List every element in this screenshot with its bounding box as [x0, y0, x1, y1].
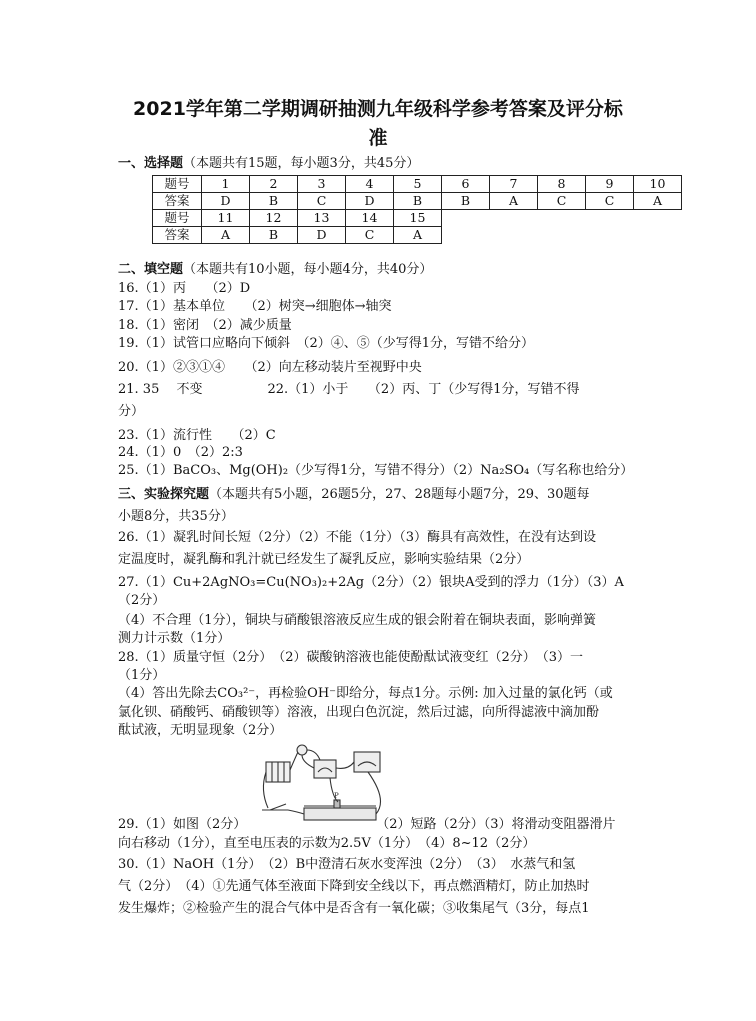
answer-line: 发生爆炸；②检验产生的混合气体中是否含有一氧化碳；③收集尾气（3分，每点1 — [118, 901, 590, 916]
table-blank — [442, 227, 682, 244]
table-cell: C — [538, 193, 586, 210]
answer-line: 酞试液，无明显现象（2分） — [118, 723, 283, 738]
answer-line: （4）答出先除去CO₃²⁻，再检验OH⁻即给分，每点1分。示例: 加入过量的氯化钙（或 — [118, 686, 613, 701]
answer-line: 30.（1）NaOH（1分） （2）B中澄清石灰水变浑浊（2分） （3） 水蒸气和氢 — [118, 857, 576, 872]
table-cell: A — [394, 227, 442, 244]
answer-line: （1分） — [118, 668, 166, 683]
table-row-numbers-1 — [153, 176, 682, 193]
table-cell: 15 — [394, 210, 442, 227]
table-cell: 12 — [250, 210, 298, 227]
table-cell: 10 — [634, 176, 682, 193]
figure-label-p: P — [334, 792, 339, 800]
table-cell: 13 — [298, 210, 346, 227]
page-title-line2: 准 — [368, 127, 388, 149]
row-label-number: 题号 — [153, 176, 202, 193]
answer-line: 16.（1）丙 （2）D — [118, 281, 251, 296]
answer-line: 29.（1）如图（2分） （2）短路（2分）（3）将滑动变阻器滑片 — [118, 817, 616, 832]
table-cell: 7 — [490, 176, 538, 193]
row-label-number: 题号 — [153, 210, 202, 227]
section-1-note: （本题共有15题，每小题3分，共45分） — [183, 156, 420, 171]
page-title-line1: 2021学年第二学期调研抽测九年级科学参考答案及评分标 — [133, 98, 623, 120]
answer-line: 小题8分，共35分） — [118, 509, 234, 524]
table-cell: A — [634, 193, 682, 210]
table-cell: A — [490, 193, 538, 210]
section-2-note: （本题共有10小题，每小题4分，共40分） — [183, 262, 433, 277]
table-cell: 11 — [202, 210, 250, 227]
row-label-answer: 答案 — [153, 227, 202, 244]
table-cell: C — [346, 227, 394, 244]
answer-line: 19.（1）试管口应略向下倾斜 （2）④、⑤（少写得1分，写错不给分） — [118, 336, 534, 351]
section-2-header — [118, 262, 432, 278]
answer-line: （2分） — [118, 593, 166, 608]
table-cell: 3 — [298, 176, 346, 193]
table-cell: B — [442, 193, 490, 210]
row-label-answer: 答案 — [153, 193, 202, 210]
answer-line: 23.（1）流行性 （2）C — [118, 428, 276, 443]
section-1-heading: 一、选择题 — [118, 156, 184, 171]
answer-line: 20.（1）②③①④ （2）向左移动装片至视野中央 — [118, 360, 422, 375]
answer-line: （4）不合理（1分），铜块与硝酸银溶液反应生成的银会附着在铜块表面，影响弹簧 — [118, 613, 597, 628]
table-cell: 2 — [250, 176, 298, 193]
answer-line: 定温度时，凝乳酶和乳汁就已经发生了凝乳反应，影响实验结果（2分） — [118, 552, 530, 567]
table-cell: B — [394, 193, 442, 210]
table-cell: 14 — [346, 210, 394, 227]
section-3-note: （本题共有5小题，26题5分，27、28题每小题7分，29、30题每 — [209, 487, 590, 502]
table-cell: 5 — [394, 176, 442, 193]
answer-line: 28.（1）质量守恒（2分） （2）碳酸钠溶液也能使酚酞试液变红（2分） （3）一 — [118, 650, 584, 665]
answer-line: 气（2分） （4）①先通气体至液面下降到安全线以下，再点燃酒精灯，防止加热时 — [118, 879, 590, 894]
answer-line: 氯化钡、硝酸钙、硝酸钡等）溶液，出现白色沉淀，然后过滤，向所得滤液中滴加酚 — [118, 705, 600, 720]
answer-line: 分） — [118, 404, 145, 419]
table-cell: D — [298, 227, 346, 244]
answer-line: 24.（1）0 （2）2:3 — [118, 445, 243, 460]
table-blank — [442, 210, 682, 227]
table-cell: 1 — [202, 176, 250, 193]
table-cell: C — [298, 193, 346, 210]
section-3-heading: 三、实验探究题 — [118, 487, 210, 502]
table-cell: D — [202, 193, 250, 210]
table-cell: 8 — [538, 176, 586, 193]
table-cell: A — [202, 227, 250, 244]
table-cell: 9 — [586, 176, 634, 193]
answer-line: 18.（1）密闭 （2）减少质量 — [118, 318, 292, 333]
table-cell: D — [346, 193, 394, 210]
table-cell: B — [250, 227, 298, 244]
answer-table — [152, 175, 682, 244]
answer-line: 向右移动（1分），直至电压表的示数为2.5V（1分） （4）8~12（2分） — [118, 836, 536, 851]
table-cell: C — [586, 193, 634, 210]
answer-line: 21. 35 不变 22.（1）小于 （2）丙、丁（少写得1分，写错不得 — [118, 382, 580, 397]
table-row-answers-2 — [153, 227, 682, 244]
table-cell: B — [250, 193, 298, 210]
answer-line: 26.（1）凝乳时间长短（2分）（2）不能（1分）（3）酶具有高效性，在没有达到设 — [118, 530, 597, 545]
section-1-header — [118, 156, 419, 172]
section-3-header — [118, 487, 590, 503]
answer-line: 25.（1）BaCO₃、Mg(OH)₂（少写得1分，写错不得分）（2）Na₂SO₄（写名称也给分） — [118, 463, 634, 478]
table-row-numbers-2 — [153, 210, 682, 227]
table-cell: 6 — [442, 176, 490, 193]
answer-line: 测力计示数（1分） — [118, 631, 231, 646]
table-cell: 4 — [346, 176, 394, 193]
table-row-answers-1 — [153, 193, 682, 210]
section-2-heading: 二、填空题 — [118, 262, 184, 277]
answer-line: 17.（1）基本单位 （2）树突→细胞体→轴突 — [118, 299, 392, 314]
answer-line: 27.（1）Cu+2AgNO₃=Cu(NO₃)₂+2Ag（2分）（2）银块A受到的浮力（1分）（3）A — [118, 575, 624, 590]
